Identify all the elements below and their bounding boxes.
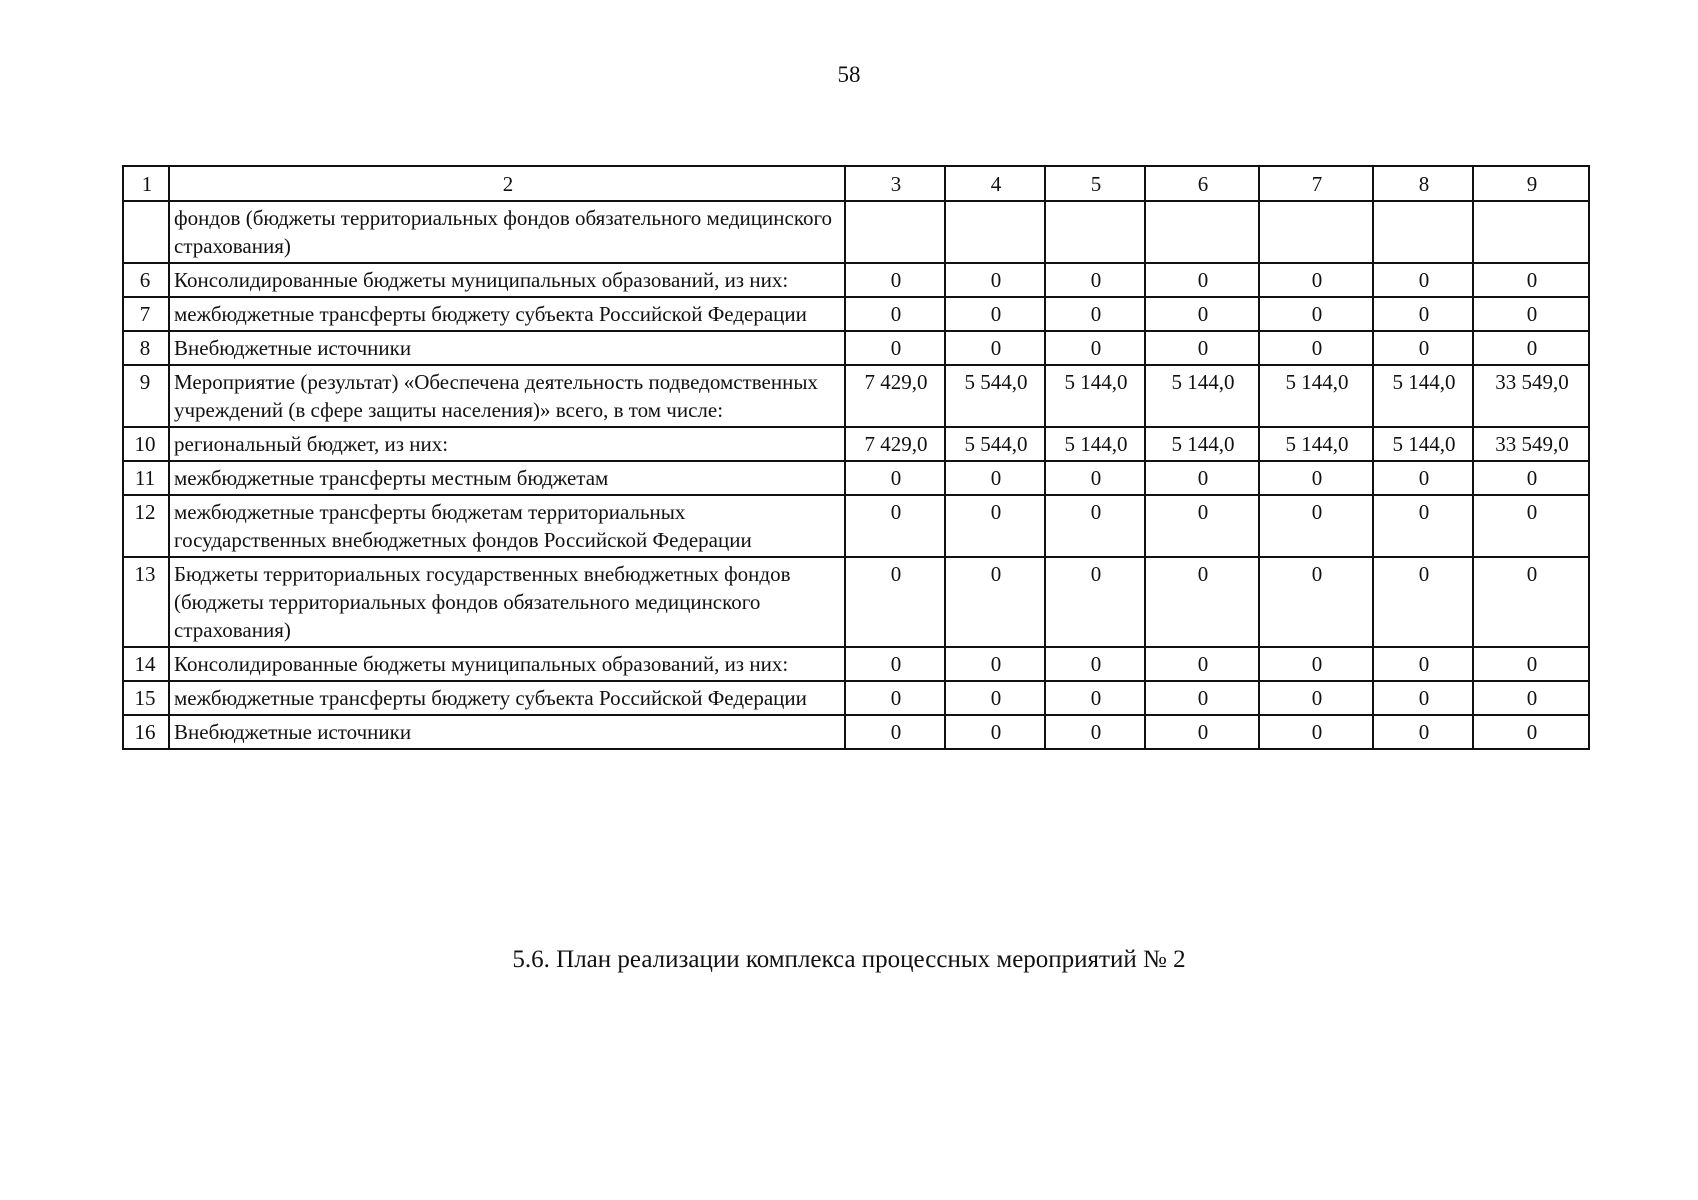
table-row	[123, 647, 1589, 681]
table-row	[123, 681, 1589, 715]
value-cell	[845, 201, 945, 263]
header-cell: 6	[1145, 166, 1259, 201]
value-cell: 0	[1145, 263, 1259, 297]
row-name: межбюджетные трансферты бюджету субъекта Российской Федерации	[169, 297, 845, 331]
value-cell: 0	[1259, 461, 1373, 495]
value-cell: 0	[1373, 263, 1473, 297]
value-cell: 0	[1373, 331, 1473, 365]
row-number: 10	[123, 427, 169, 461]
header-cell: 1	[123, 166, 169, 201]
row-name: Внебюджетные источники	[169, 715, 845, 749]
value-cell: 0	[845, 461, 945, 495]
value-cell: 0	[1145, 331, 1259, 365]
value-cell: 0	[1145, 495, 1259, 557]
value-cell	[1145, 201, 1259, 263]
value-cell: 5 144,0	[1373, 365, 1473, 427]
value-cell: 0	[1259, 647, 1373, 681]
value-cell: 0	[1259, 495, 1373, 557]
row-number: 14	[123, 647, 169, 681]
row-name: Консолидированные бюджеты муниципальных образований, из них:	[169, 263, 845, 297]
row-number: 9	[123, 365, 169, 427]
value-cell: 0	[1373, 647, 1473, 681]
value-cell: 0	[1259, 557, 1373, 647]
value-cell: 0	[845, 557, 945, 647]
table-row	[123, 331, 1589, 365]
row-number: 12	[123, 495, 169, 557]
value-cell: 0	[1373, 557, 1473, 647]
value-cell: 0	[945, 495, 1045, 557]
table-row	[123, 297, 1589, 331]
value-cell: 0	[1145, 647, 1259, 681]
value-cell: 0	[1473, 681, 1589, 715]
section-title: 5.6. План реализации комплекса процессных мероприятий № 2	[512, 946, 1186, 973]
value-cell: 0	[1045, 297, 1145, 331]
value-cell: 0	[1259, 331, 1373, 365]
header-cell: 5	[1045, 166, 1145, 201]
value-cell: 5 544,0	[945, 427, 1045, 461]
value-cell: 0	[1373, 715, 1473, 749]
row-number: 13	[123, 557, 169, 647]
value-cell: 0	[845, 681, 945, 715]
value-cell: 0	[1045, 263, 1145, 297]
value-cell: 0	[1373, 681, 1473, 715]
budget-table	[122, 165, 1590, 750]
value-cell: 0	[1145, 681, 1259, 715]
row-number: 11	[123, 461, 169, 495]
value-cell: 0	[845, 715, 945, 749]
table-row	[123, 365, 1589, 427]
value-cell: 0	[1473, 647, 1589, 681]
value-cell: 0	[845, 647, 945, 681]
table-row	[123, 495, 1589, 557]
value-cell: 0	[945, 263, 1045, 297]
value-cell: 0	[1045, 681, 1145, 715]
table-row	[123, 715, 1589, 749]
value-cell: 0	[1045, 495, 1145, 557]
row-name: региональный бюджет, из них:	[169, 427, 845, 461]
row-number	[123, 201, 169, 263]
value-cell: 0	[945, 681, 1045, 715]
value-cell: 0	[945, 647, 1045, 681]
value-cell: 0	[1045, 461, 1145, 495]
row-name: межбюджетные трансферты бюджету субъекта Российской Федерации	[169, 681, 845, 715]
value-cell: 0	[845, 297, 945, 331]
table-row	[123, 557, 1589, 647]
value-cell	[1373, 201, 1473, 263]
row-number: 15	[123, 681, 169, 715]
value-cell	[1045, 201, 1145, 263]
value-cell: 0	[1473, 715, 1589, 749]
value-cell: 0	[945, 715, 1045, 749]
header-cell: 9	[1473, 166, 1589, 201]
table-row	[123, 461, 1589, 495]
value-cell: 0	[1045, 715, 1145, 749]
value-cell: 0	[945, 461, 1045, 495]
value-cell	[1259, 201, 1373, 263]
value-cell: 0	[1259, 263, 1373, 297]
value-cell: 0	[1473, 461, 1589, 495]
value-cell: 0	[1473, 297, 1589, 331]
value-cell: 0	[1473, 495, 1589, 557]
value-cell: 5 144,0	[1373, 427, 1473, 461]
table-row	[123, 201, 1589, 263]
value-cell: 0	[1373, 461, 1473, 495]
page-number: 58	[837, 62, 861, 87]
value-cell: 0	[1145, 715, 1259, 749]
value-cell: 7 429,0	[845, 365, 945, 427]
value-cell: 0	[1259, 297, 1373, 331]
value-cell: 0	[1145, 297, 1259, 331]
value-cell: 5 144,0	[1145, 427, 1259, 461]
value-cell: 0	[1259, 681, 1373, 715]
value-cell: 0	[845, 495, 945, 557]
value-cell: 7 429,0	[845, 427, 945, 461]
value-cell: 0	[1373, 297, 1473, 331]
row-number: 16	[123, 715, 169, 749]
row-name: Внебюджетные источники	[169, 331, 845, 365]
value-cell: 33 549,0	[1473, 365, 1589, 427]
value-cell	[945, 201, 1045, 263]
value-cell	[1473, 201, 1589, 263]
header-cell: 2	[169, 166, 845, 201]
row-number: 7	[123, 297, 169, 331]
value-cell: 0	[945, 557, 1045, 647]
row-number: 8	[123, 331, 169, 365]
value-cell: 0	[945, 331, 1045, 365]
value-cell: 5 544,0	[945, 365, 1045, 427]
table-header-row	[123, 166, 1589, 201]
value-cell: 0	[1045, 647, 1145, 681]
row-number: 6	[123, 263, 169, 297]
row-name: Консолидированные бюджеты муниципальных образований, из них:	[169, 647, 845, 681]
header-cell: 4	[945, 166, 1045, 201]
value-cell: 0	[1259, 715, 1373, 749]
value-cell: 0	[1045, 331, 1145, 365]
value-cell: 0	[1145, 461, 1259, 495]
table-row	[123, 263, 1589, 297]
row-name: Мероприятие (результат) «Обеспечена деятельность подведомственных учреждений (в сфере защиты населения)» всего, в том числе:	[169, 365, 845, 427]
value-cell: 0	[1473, 557, 1589, 647]
value-cell: 5 144,0	[1259, 427, 1373, 461]
value-cell: 0	[945, 297, 1045, 331]
table-row	[123, 427, 1589, 461]
row-name: фондов (бюджеты территориальных фондов обязательного медицинского страхования)	[169, 201, 845, 263]
value-cell: 0	[845, 263, 945, 297]
row-name: Бюджеты территориальных государственных внебюджетных фондов (бюджеты территориальных фондов обязательного медицинского страхования)	[169, 557, 845, 647]
value-cell: 33 549,0	[1473, 427, 1589, 461]
value-cell: 5 144,0	[1259, 365, 1373, 427]
value-cell: 5 144,0	[1145, 365, 1259, 427]
value-cell: 0	[1473, 331, 1589, 365]
header-cell: 3	[845, 166, 945, 201]
header-cell: 7	[1259, 166, 1373, 201]
value-cell: 0	[845, 331, 945, 365]
value-cell: 5 144,0	[1045, 365, 1145, 427]
row-name: межбюджетные трансферты местным бюджетам	[169, 461, 845, 495]
value-cell: 0	[1145, 557, 1259, 647]
row-name: межбюджетные трансферты бюджетам территориальных государственных внебюджетных фондов Российской Федерации	[169, 495, 845, 557]
value-cell: 0	[1373, 495, 1473, 557]
header-cell: 8	[1373, 166, 1473, 201]
value-cell: 5 144,0	[1045, 427, 1145, 461]
value-cell: 0	[1473, 263, 1589, 297]
value-cell: 0	[1045, 557, 1145, 647]
